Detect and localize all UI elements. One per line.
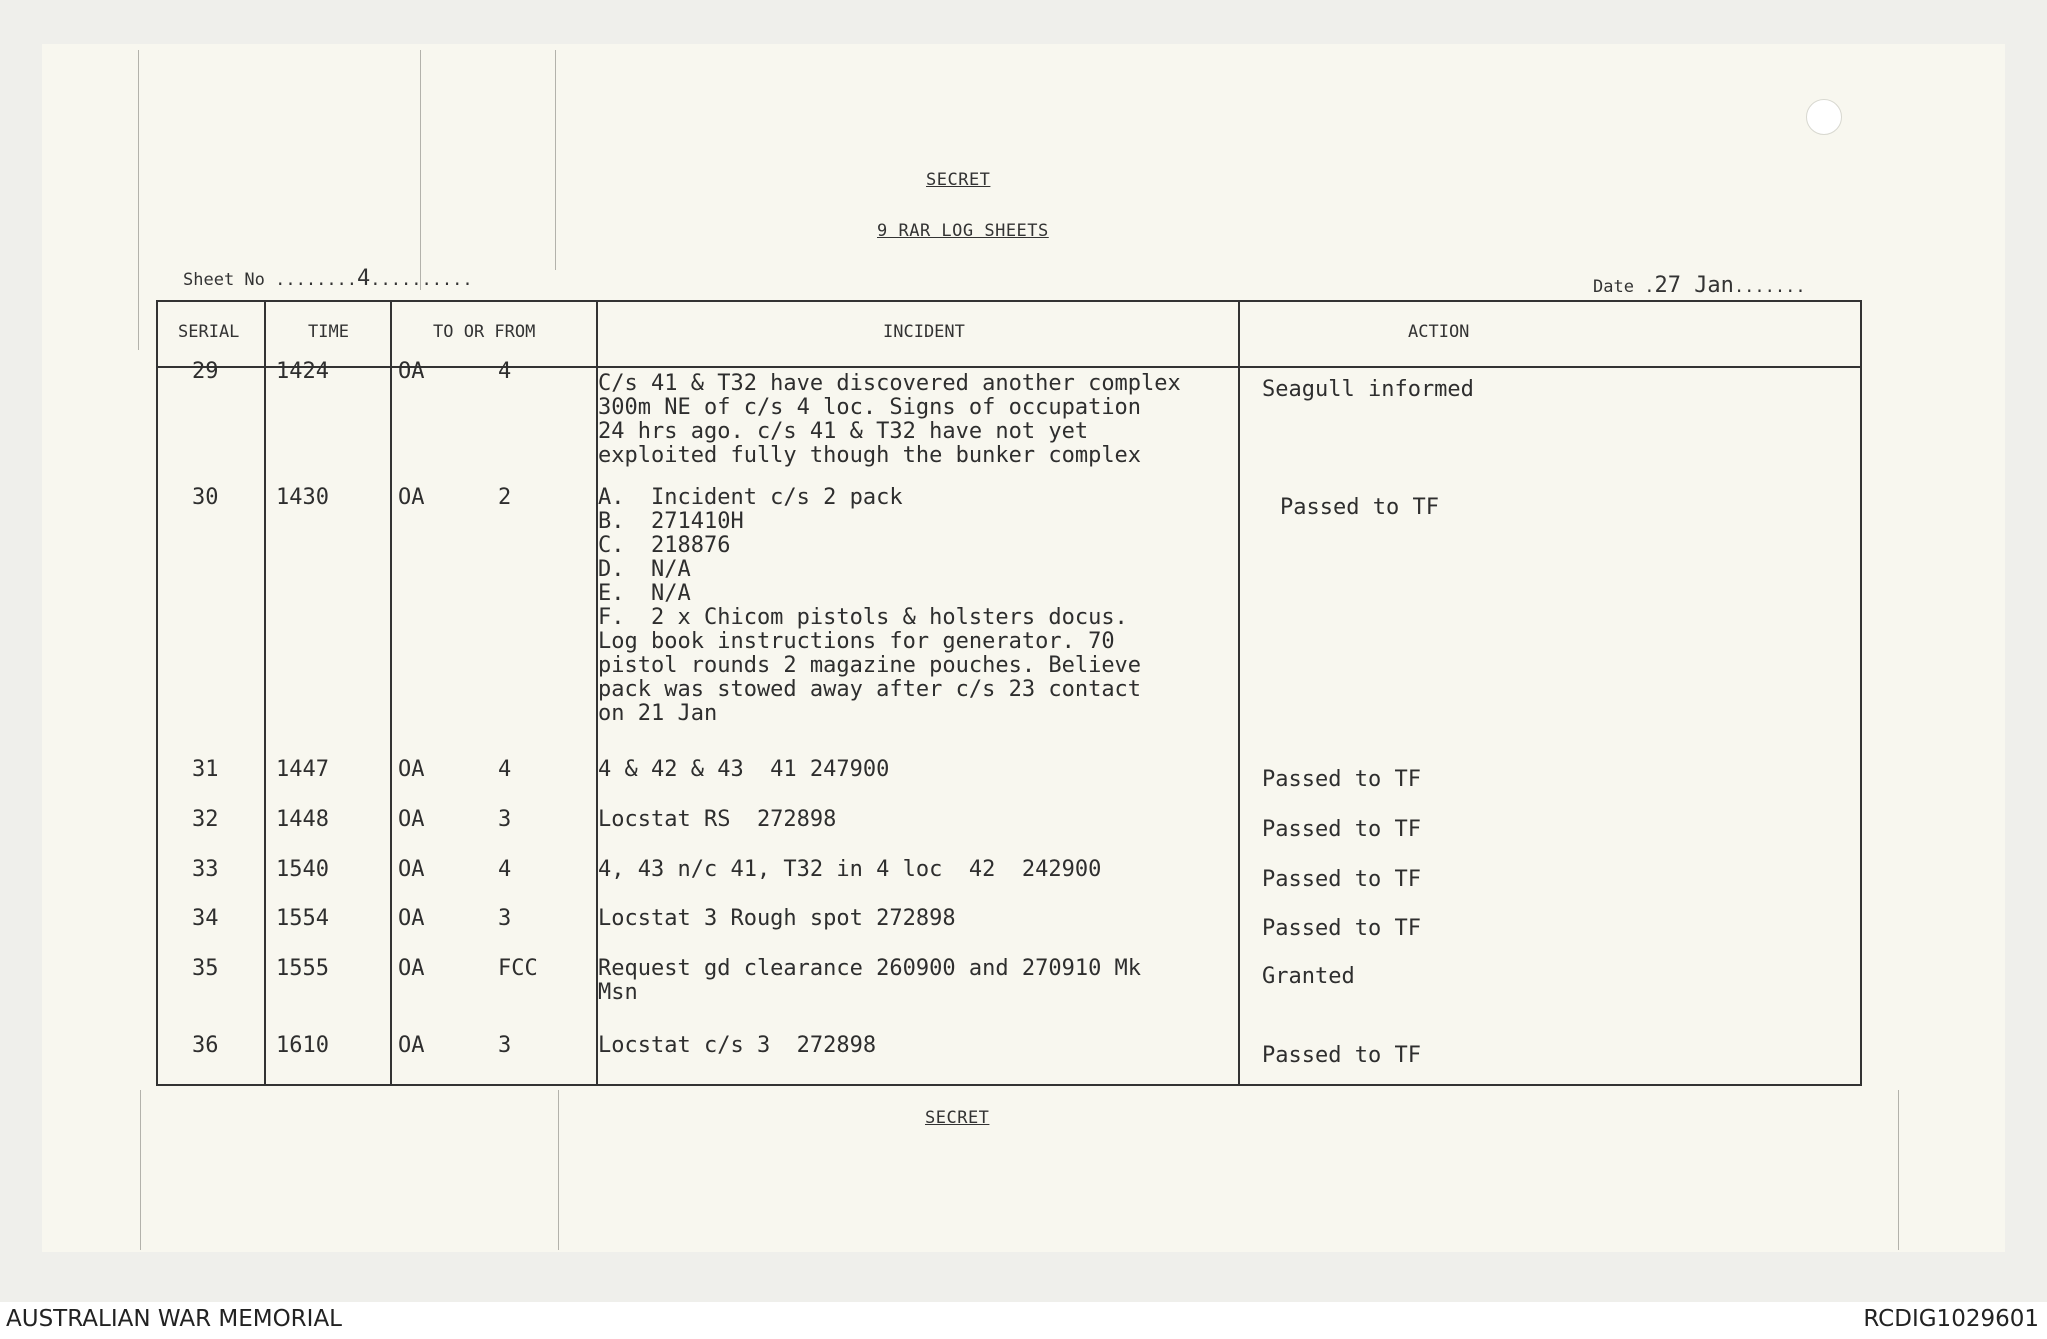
from-cell: FCC	[498, 956, 538, 981]
header-time: TIME	[308, 322, 349, 342]
incident-cell: 4, 43 n/c 41, T32 in 4 loc 42 242900	[598, 857, 1102, 882]
incident-cell: C/s 41 & T32 have discovered another complex 300m NE of c/s 4 loc. Signs of occupation 24 hrs ago. c/s 41 & T32 have not yet exploited fully though the bunker complex	[598, 371, 1181, 468]
time-cell: 1555	[276, 956, 329, 981]
from-cell: 4	[498, 757, 512, 782]
to-cell: OA	[398, 807, 425, 832]
action-cell: Passed to TF	[1262, 1043, 1421, 1068]
header-to-or-from: TO OR FROM	[433, 322, 536, 342]
action-cell: Granted	[1262, 964, 1355, 989]
date-label: Date	[1593, 277, 1634, 297]
time-cell: 1540	[276, 857, 329, 882]
date-field: Date .27 Jan.......	[1593, 273, 1806, 298]
serial-cell: 29	[192, 359, 219, 384]
incident-cell: 4 & 42 & 43 41 247900	[598, 757, 890, 782]
to-cell: OA	[398, 1033, 425, 1058]
from-cell: 3	[498, 906, 512, 931]
to-cell: OA	[398, 956, 425, 981]
footer-institution: AUSTRALIAN WAR MEMORIAL	[6, 1306, 342, 1332]
fold-crease	[1898, 1090, 1899, 1250]
serial-cell: 36	[192, 1033, 219, 1058]
action-cell: Seagull informed	[1262, 377, 1474, 402]
incident-cell: Locstat c/s 3 272898	[598, 1033, 877, 1058]
to-cell: OA	[398, 359, 425, 384]
sheet-number-field: Sheet No ........4..........	[183, 266, 473, 291]
time-cell: 1424	[276, 359, 329, 384]
time-cell: 1448	[276, 807, 329, 832]
time-cell: 1447	[276, 757, 329, 782]
date-value: 27 Jan	[1654, 273, 1734, 298]
time-cell: 1430	[276, 485, 329, 510]
fold-crease	[420, 50, 421, 290]
incident-cell: Request gd clearance 260900 and 270910 Mk Msn	[598, 956, 1142, 1005]
sheet-number: 4	[357, 266, 371, 291]
header-serial: SERIAL	[178, 322, 240, 342]
action-cell: Passed to TF	[1262, 767, 1421, 792]
serial-cell: 34	[192, 906, 219, 931]
fold-crease	[138, 50, 139, 350]
incident-cell: Locstat RS 272898	[598, 807, 837, 832]
from-cell: 2	[498, 485, 512, 510]
classification-top: SECRET	[926, 170, 991, 190]
to-cell: OA	[398, 757, 425, 782]
from-cell: 4	[498, 359, 512, 384]
time-cell: 1610	[276, 1033, 329, 1058]
serial-cell: 31	[192, 757, 219, 782]
serial-cell: 33	[192, 857, 219, 882]
incident-cell: Locstat 3 Rough spot 272898	[598, 906, 956, 931]
serial-cell: 32	[192, 807, 219, 832]
action-cell: Passed to TF	[1262, 867, 1421, 892]
incident-cell: A. Incident c/s 2 pack B. 271410H C. 218876 D. N/A E. N/A F. 2 x Chicom pistols & holsters docus. Log book instructions for generator. 70 pistol rounds 2 magazine pouches. Believe pack was stowed away after c/s 23 contact on 21 Jan	[598, 485, 1142, 726]
serial-cell: 30	[192, 485, 219, 510]
fold-crease	[140, 1090, 141, 1250]
fold-crease	[555, 50, 556, 270]
action-cell: Passed to TF	[1262, 817, 1421, 842]
to-cell: OA	[398, 485, 425, 510]
fold-crease	[558, 1090, 559, 1250]
header-incident: INCIDENT	[883, 322, 965, 342]
action-cell: Passed to TF	[1262, 916, 1421, 941]
serial-cell: 35	[192, 956, 219, 981]
header-action: ACTION	[1408, 322, 1470, 342]
footer-record-id: RCDIG1029601	[1863, 1306, 2039, 1332]
punch-hole	[1806, 99, 1842, 135]
document-title: 9 RAR LOG SHEETS	[877, 221, 1049, 241]
classification-bottom: SECRET	[925, 1108, 990, 1128]
to-cell: OA	[398, 906, 425, 931]
log-table	[156, 300, 1862, 1086]
sheet-label: Sheet No	[183, 270, 265, 290]
from-cell: 3	[498, 807, 512, 832]
to-cell: OA	[398, 857, 425, 882]
time-cell: 1554	[276, 906, 329, 931]
from-cell: 3	[498, 1033, 512, 1058]
action-cell: Passed to TF	[1280, 495, 1439, 520]
from-cell: 4	[498, 857, 512, 882]
